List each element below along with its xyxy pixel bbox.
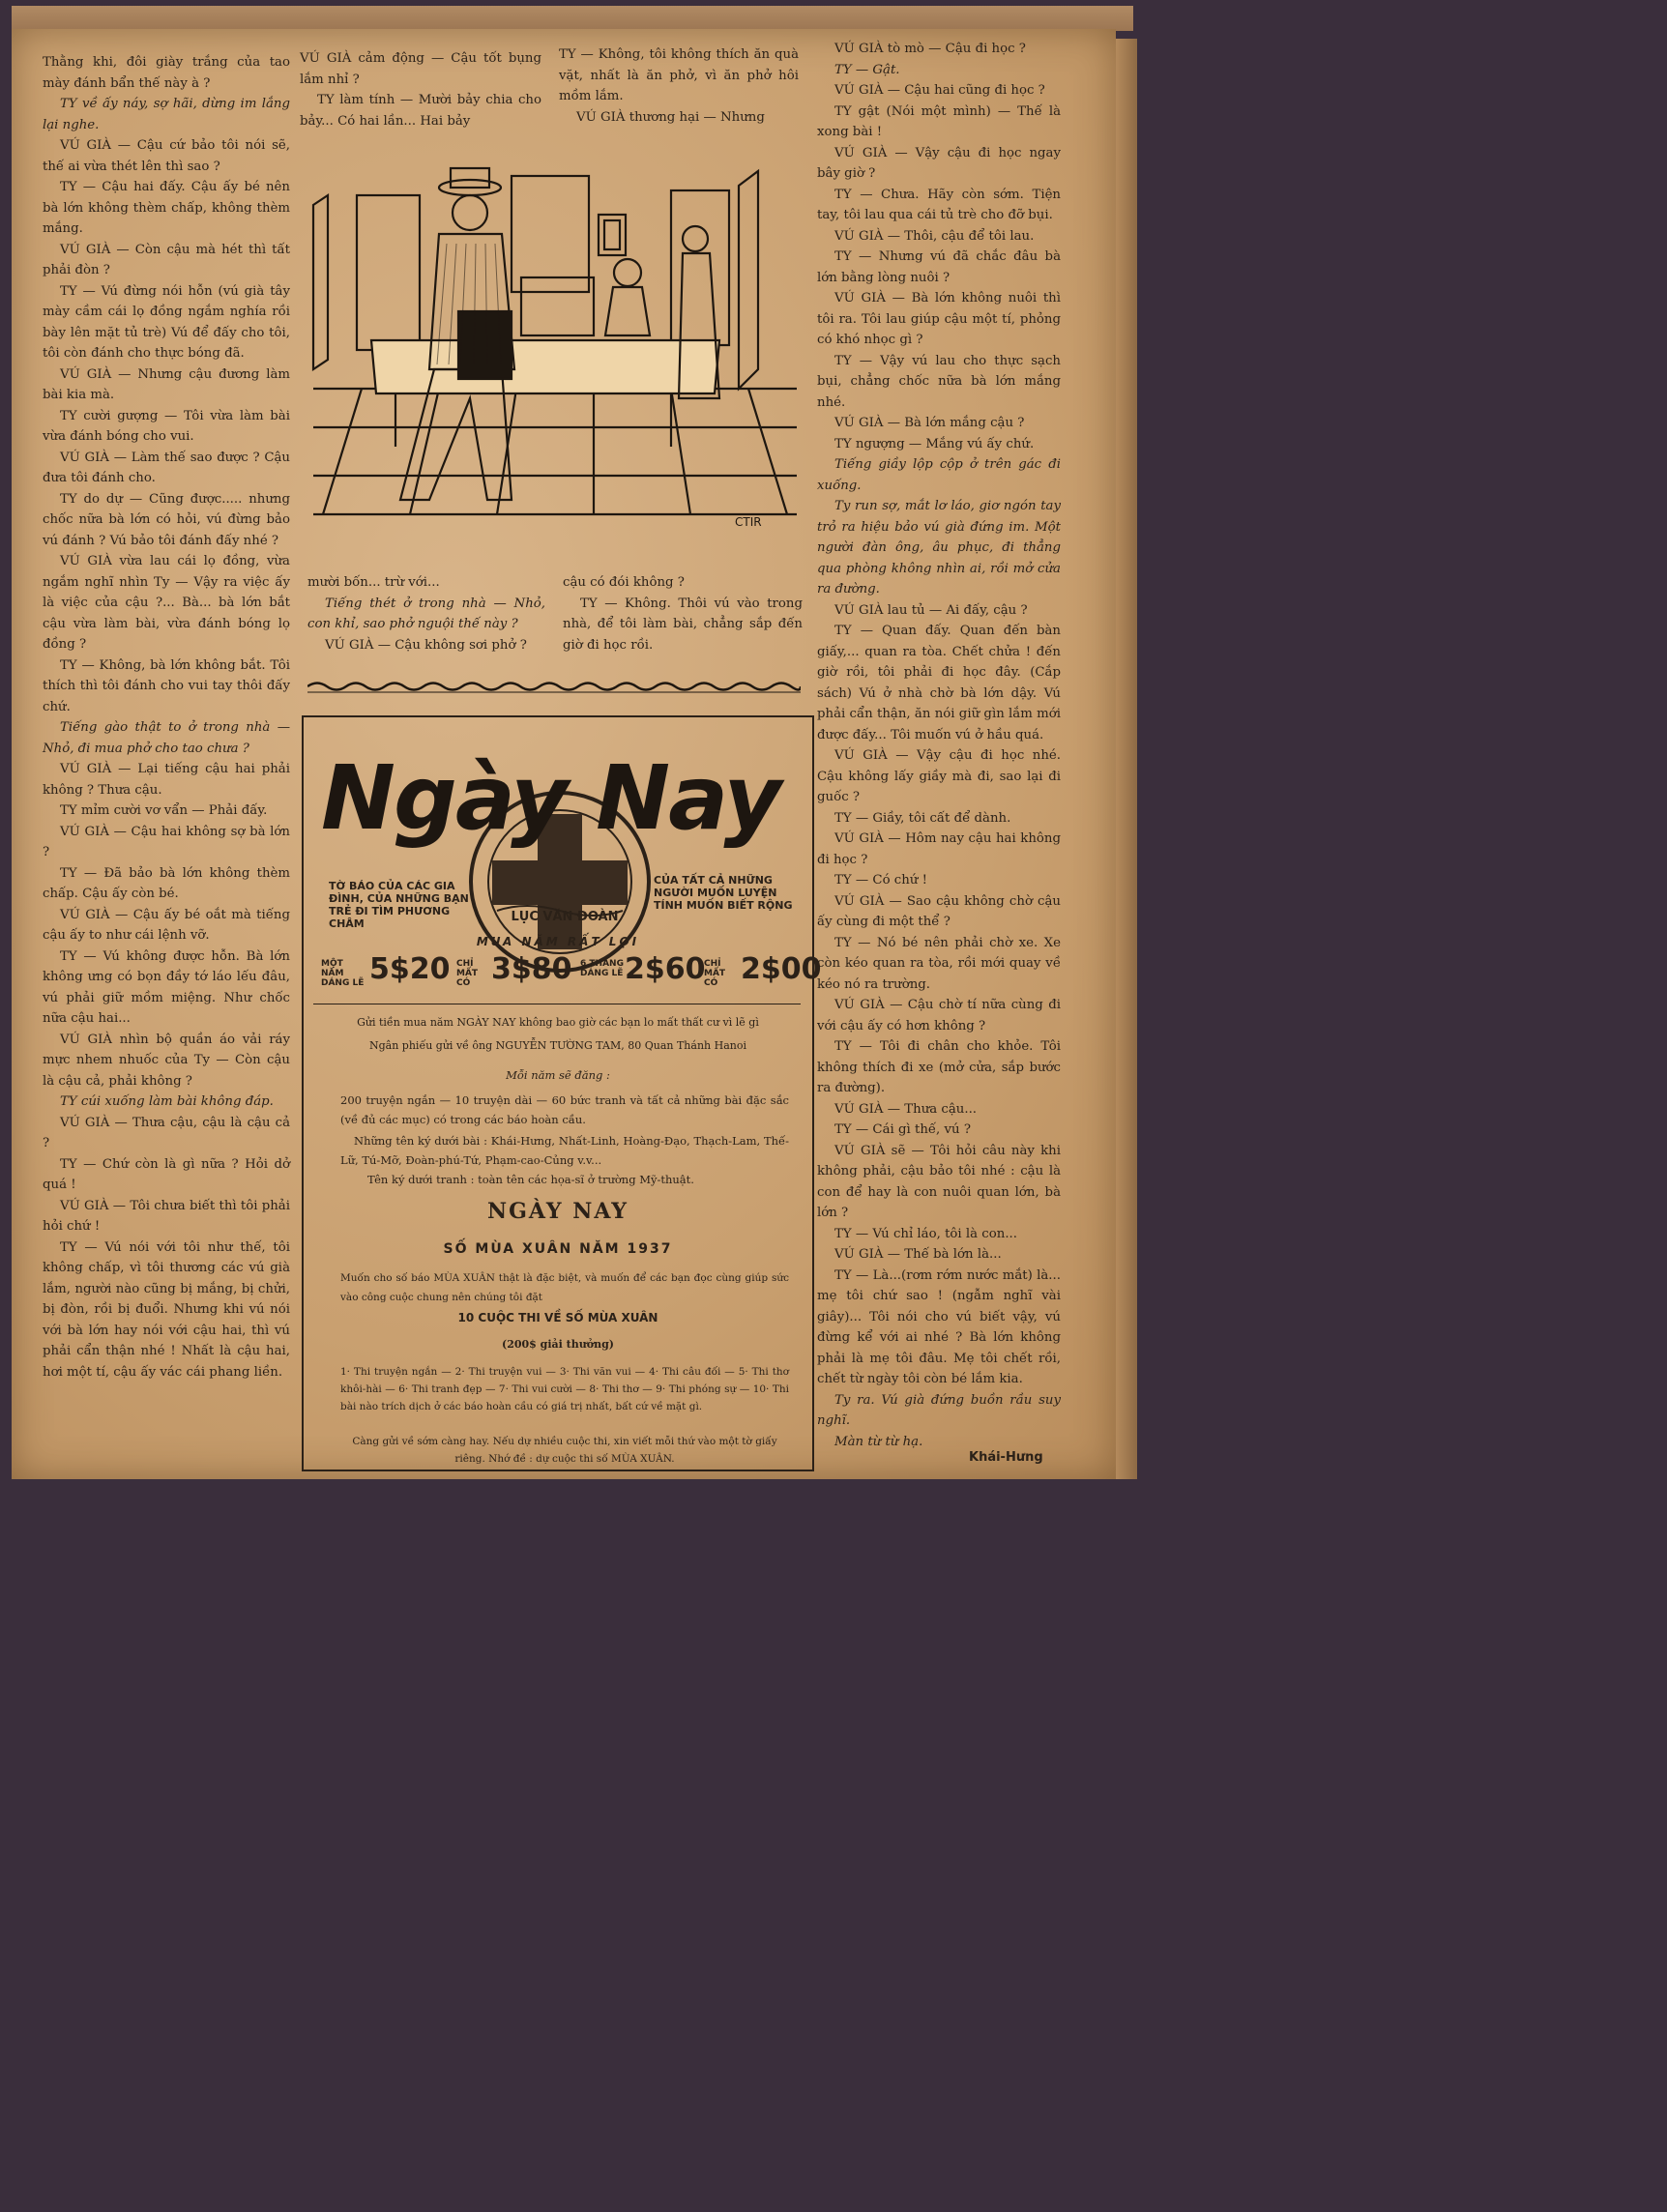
dialogue-paragraph: VÚ GIÀ — Bà lớn mắng cậu ? bbox=[834, 416, 1025, 430]
dialogue-paragraph: VÚ GIÀ — Làm thế sao được ? Cậu đưa tôi đánh cho. bbox=[43, 450, 290, 485]
dialogue-paragraph: TY — Tôi đi chân cho khỏe. Tôi không thích đi xe (mở cửa, sắp bước ra đường). bbox=[817, 1039, 1061, 1095]
drawing-illustration bbox=[304, 166, 801, 532]
dialogue-paragraph: VÚ GIÀ — Thôi, cậu để tôi lau. bbox=[834, 228, 1035, 244]
buy-line: MUA NĂM RẤT LỢI bbox=[476, 935, 640, 948]
yearly-body: 200 truyện ngắn — 10 truyện dài — 60 bức tranh và tất cả những bài đặc sắc (về đủ các mục) có trong các báo hoàn cầu. bbox=[340, 1093, 789, 1126]
dialogue-paragraph: VÚ GIÀ tò mò — Cậu đi học ? bbox=[834, 42, 1026, 56]
dialogue-paragraph: cậu có đói không ? bbox=[563, 575, 685, 590]
dialogue-paragraph: TY — Có chứ ! bbox=[834, 873, 927, 888]
ad-subtitle-2: SỐ MÙA XUÂN NĂM 1937 bbox=[443, 1241, 673, 1257]
stage-direction: Tiếng giầy lộp cộp ở trên gác đi xuống. bbox=[817, 457, 1061, 493]
dialogue-paragraph: VÚ GIÀ — Cậu hai cũng đi học ? bbox=[834, 83, 1045, 98]
dialogue-paragraph: TY — Không, bà lớn không bắt. Tôi thích thì tôi đánh cho vui tay thôi đấy chứ. bbox=[43, 657, 290, 714]
dialogue-paragraph: VÚ GIÀ — Lại tiếng cậu hai phải không ? Thưa cậu. bbox=[43, 762, 290, 798]
closing-note: Càng gửi về sớm càng hay. Nếu dự nhiều cuộc thi, xin viết mỗi thứ vào một tờ giấy riêng. Nhớ đề : dự cuộc thi số MÙA XUÂN. bbox=[352, 1436, 777, 1465]
seal-text: LỤC VĂN ĐOÀN bbox=[511, 910, 619, 924]
dialogue-paragraph: VÚ GIÀ — Cậu cứ bảo tôi nói sẽ, thế ai vừa thét lên thì sao ? bbox=[43, 138, 290, 174]
dialogue-paragraph: TY cười gượng — Tôi vừa làm bài vừa đánh bóng cho vui. bbox=[43, 408, 290, 444]
dialogue-paragraph: VÚ GIÀ — Tôi chưa biết thì tôi phải hỏi chứ ! bbox=[43, 1198, 290, 1234]
dialogue-paragraph: TY — Đã bảo bà lớn không thèm chấp. Cậu ấy còn bé. bbox=[43, 865, 290, 901]
dialogue-paragraph: VÚ GIÀ sẽ — Tôi hỏi câu này khi không phải, cậu bảo tôi nhé : cậu là con để hay là con nuôi quan lớn, bà lớn ? bbox=[817, 1143, 1061, 1220]
column-1 bbox=[43, 52, 290, 1382]
dialogue-paragraph: TY — Chưa. Hãy còn sớm. Tiện tay, tôi lau qua cái tủ trè cho đỡ bụi. bbox=[817, 187, 1061, 222]
dialogue-paragraph: Thằng khi, đôi giày trắng của tao mày đánh bẩn thế này à ? bbox=[43, 55, 290, 91]
dialogue-paragraph: TY — Chứ còn là gì nữa ? Hỏi dở quá ! bbox=[43, 1156, 290, 1192]
stage-direction: Màn từ từ hạ. bbox=[834, 1434, 923, 1449]
dialogue-paragraph: VÚ GIÀ — Cậu không sơi phở ? bbox=[325, 637, 527, 653]
spring-body: Muốn cho số báo MÙA XUÂN thật là đặc biệt, và muốn để các bạn đọc cùng giúp sức vào công cuộc chung nên chúng tôi đặt bbox=[340, 1272, 789, 1303]
dialogue-paragraph: VÚ GIÀ thương hại — Nhưng bbox=[576, 109, 765, 125]
price-label-2: CHỈ MẤT CÓ bbox=[456, 959, 479, 988]
stage-direction: Tiếng gào thật to ở trong nhà — Nhỏ, đi mua phở cho tao chưa ? bbox=[43, 720, 290, 756]
price-value-4: 2$00 bbox=[741, 952, 822, 986]
price-label-3: 6 THÁNG DÁNG LẼ bbox=[580, 959, 624, 978]
prize-line: (200$ giải thưởng) bbox=[502, 1338, 614, 1351]
column-2-top-right bbox=[559, 44, 799, 128]
ad-title-2: NGÀY NAY bbox=[486, 1199, 629, 1224]
dialogue-paragraph: VÚ GIÀ — Còn cậu mà hét thì tất phải đòn ? bbox=[43, 242, 290, 277]
dialogue-paragraph: TY — Vú nói với tôi như thế, tôi không chấp, vì tôi thương các vú già lắm, người nào cũng bị mắng, bị chửi, bị đòn, rồi bị đuổi. Nhưng khi vú nói với bà lớn hay nói với cậu hai, thì vú phải cẩn thận nhé ! Nhất là cậu hai, hơi một tí, cậu ấy vác cái phang liền. bbox=[43, 1239, 290, 1380]
price-value-2: 3$80 bbox=[491, 952, 572, 986]
stage-direction: Tiếng thét ở trong nhà — Nhỏ, con khỉ, sao phở nguội thế này ? bbox=[307, 596, 545, 631]
price-label-1: MỘT NĂM DÁNG LẼ bbox=[321, 959, 365, 988]
ad-tagline-left: TỜ BÁO CỦA CÁC GIA ĐÌNH, CỦA NHỮNG BẠN TRẺ ĐI TÌM PHƯƠNG CHÂM bbox=[329, 880, 469, 930]
dialogue-paragraph: VÚ GIÀ — Cậu ấy bé oắt mà tiếng cậu ấy to như cái lệnh vỡ. bbox=[43, 907, 290, 943]
authors-line: Những tên ký dưới bài : Khái-Hưng, Nhất-Linh, Hoàng-Đạo, Thạch-Lam, Thế-Lữ, Tú-Mỡ, Đoàn-phú-Tứ, Phạm-cao-Củng v.v... bbox=[340, 1134, 789, 1167]
dialogue-paragraph: TY — Vú không được hỗn. Bà lớn không ưng có bọn đầy tớ láo lếu đâu, vú phải giữ mồm miệng. Như chốc nữa cậu hai... bbox=[43, 948, 290, 1026]
dialogue-paragraph: TY làm tính — Mười bảy chia cho bảy... Có hai lần... Hai bảy bbox=[300, 93, 541, 129]
illustration-signature: CTIR bbox=[735, 515, 762, 529]
dialogue-paragraph: VÚ GIÀ vừa lau cái lọ đồng, vừa ngắm nghĩ nhìn Ty — Vậy ra việc ấy là việc của cậu ?... Bà... bà lớn bắt cậu vừa làm bài, vừa đánh bóng lọ đồng ? bbox=[43, 554, 290, 652]
yearly-heading: Mỗi năm sẽ đăng : bbox=[506, 1068, 610, 1082]
dialogue-paragraph: TY — Quan đấy. Quan đến bàn giấy,... quan ra tòa. Chết chửa ! đến giờ rồi, tôi phải đi học đây. (Cắp sách) Vú ở nhà chờ bà lớn dậy. Vú phải cẩn thận, ăn nói giữ gìn lắm mới được đấy... Tôi muốn vú ở hầu quá. bbox=[817, 624, 1061, 742]
price-label-4: CHỈ MẤT CÓ bbox=[704, 959, 726, 988]
price-row bbox=[321, 946, 822, 994]
ad-tagline-right: CỦA TẤT CẢ NHỮNG NGƯỜI MUỐN LUYỆN TÍNH MUỐN BIẾT RỘNG bbox=[654, 874, 793, 912]
contest-heading: 10 CUỘC THI VỀ SỐ MÙA XUÂN bbox=[457, 1311, 658, 1324]
masthead: Ngày Nay bbox=[321, 746, 780, 850]
dialogue-paragraph: VÚ GIÀ — Nhưng cậu đương làm bài kia mà. bbox=[43, 366, 290, 402]
stage-direction: TY — Gật. bbox=[834, 62, 900, 77]
dialogue-paragraph: TY — Không. Thôi vú vào trong nhà, để tôi làm bài, chẳng sắp đến giờ đi học rồi. bbox=[563, 596, 803, 653]
dialogue-paragraph: TY mỉm cười vơ vẩn — Phải đấy. bbox=[60, 803, 268, 818]
dialogue-paragraph: TY — Nó bé nên phải chờ xe. Xe còn kéo quan ra tòa, rồi mới quay về kéo nó ra trường. bbox=[817, 935, 1061, 992]
price-value-1: 5$20 bbox=[369, 952, 451, 986]
dialogue-paragraph: TY — Là...(rơm rớm nước mắt) là... mẹ tôi chứ sao ! (ngẫm nghĩ vài giây)... Tôi nói cho vú biết vậy, vú đừng kể với ai nhé ? Bà lớn không phải là mẹ tôi đâu. Mẹ tôi chết rồi, chết từ ngày tôi còn bé lắm kia. bbox=[817, 1267, 1061, 1386]
dialogue-paragraph: VÚ GIÀ — Cậu hai không sợ bà lớn ? bbox=[43, 824, 290, 859]
dialogue-paragraph: VÚ GIÀ — Thưa cậu... bbox=[834, 1101, 978, 1117]
author-signature: Khái-Hưng bbox=[969, 1450, 1043, 1465]
dialogue-paragraph: VÚ GIÀ — Bà lớn không nuôi thì tôi ra. Tôi lau giúp cậu một tí, phỏng có khó nhọc gì ? bbox=[817, 291, 1061, 347]
page-edge bbox=[1116, 39, 1137, 1479]
ngay-nay-advertisement bbox=[302, 715, 822, 1471]
page-top-strip bbox=[12, 6, 1133, 31]
dialogue-paragraph: VÚ GIÀ — Sao cậu không chờ cậu ấy cùng đi một thể ? bbox=[817, 893, 1061, 929]
dialogue-paragraph: VÚ GIÀ — Thế bà lớn là... bbox=[834, 1247, 1002, 1262]
dialogue-paragraph: VÚ GIÀ — Cậu chờ tí nữa cùng đi với cậu ấy có hơn không ? bbox=[817, 998, 1061, 1033]
column-2-bottom-right bbox=[563, 572, 803, 655]
dialogue-paragraph: VÚ GIÀ — Vậy cậu đi học ngay bây giờ ? bbox=[817, 145, 1061, 181]
contest-list: 1· Thi truyện ngắn — 2· Thi truyện vui — 3· Thi văn vui — 4· Thi câu đối — 5· Thi thơ khôi-hài — 6· Thi tranh đẹp — 7· Thi vui cười — 8· Thi thơ — 9· Thi phóng sự — 10· Thi bài nào trích dịch ở các báo hoàn cầu có giá trị nhất, bất cứ về mặt gì. bbox=[340, 1366, 789, 1412]
column-4 bbox=[817, 39, 1061, 1452]
send-line-2: Ngân phiếu gửi về ông NGUYỄN TƯỜNG TAM, 80 Quan Thánh Hanoi bbox=[369, 1039, 746, 1052]
dialogue-paragraph: mười bốn... trừ với... bbox=[307, 575, 440, 590]
dialogue-paragraph: VÚ GIÀ — Thưa cậu, cậu là cậu cả ? bbox=[43, 1115, 290, 1150]
stage-direction: TY về ấy náy, sợ hãi, dừng im lắng lại nghe. bbox=[43, 97, 290, 132]
stage-direction: TY cúi xuống làm bài không đáp. bbox=[60, 1094, 274, 1109]
dialogue-paragraph: TY — Cái gì thế, vú ? bbox=[834, 1122, 971, 1137]
dialogue-paragraph: TY gật (Nói một mình) — Thế là xong bài ! bbox=[817, 103, 1061, 139]
price-value-3: 2$60 bbox=[625, 952, 706, 986]
dialogue-paragraph: TY — Vú chỉ láo, tôi là con... bbox=[834, 1226, 1018, 1241]
dialogue-paragraph: TY — Vú đừng nói hỗn (vú già tây mày cầm cái lọ đồng ngắm nghía rồi bày lên mặt tủ trè) Vú để đấy cho tôi, tôi còn đánh cho thực bóng đã. bbox=[43, 283, 290, 361]
dialogue-paragraph: VÚ GIÀ lau tủ — Ai đấy, cậu ? bbox=[834, 602, 1028, 618]
column-2-top-left bbox=[300, 48, 541, 131]
column-2-bottom-left bbox=[307, 572, 545, 655]
dialogue-paragraph: TY — Nhưng vú đã chắc đâu bà lớn bằng lòng nuôi ? bbox=[817, 249, 1061, 285]
dialogue-paragraph: VÚ GIÀ cảm động — Cậu tốt bụng lắm nhỉ ? bbox=[300, 51, 541, 87]
dialogue-paragraph: VÚ GIÀ — Hôm nay cậu hai không đi học ? bbox=[817, 831, 1061, 867]
dialogue-paragraph: TY do dự — Cũng được..... nhưng chốc nữa bà lớn có hỏi, vú đừng bảo vú đánh ? Vú bảo tôi đánh đấy nhé ? bbox=[43, 491, 290, 548]
dialogue-paragraph: TY — Giầy, tôi cất để dành. bbox=[834, 810, 1011, 826]
painters-line: Tên ký dưới tranh : toàn tên các họa-sĩ ở trường Mỹ-thuật. bbox=[367, 1173, 694, 1186]
dialogue-paragraph: VÚ GIÀ — Vậy cậu đi học nhé. Cậu không lấy giầy mà đi, sao lại đi guốc ? bbox=[817, 748, 1061, 804]
dialogue-paragraph: TY — Vậy vú lau cho thực sạch bụi, chẳng chốc nữa bà lớn mắng nhé. bbox=[817, 353, 1061, 410]
dialogue-paragraph: VÚ GIÀ nhìn bộ quần áo vải ráy mực nhem nhuốc của Ty — Còn cậu là cậu cả, phải không ? bbox=[43, 1032, 290, 1089]
wavy-divider bbox=[307, 677, 801, 696]
dialogue-paragraph: TY — Không, tôi không thích ăn quà vặt, nhất là ăn phở, vì ăn phở hôi mồm lắm. bbox=[559, 47, 799, 103]
dialogue-paragraph: TY ngượng — Mắng vú ấy chứ. bbox=[834, 436, 1035, 451]
stage-direction: Ty run sợ, mắt lơ láo, giơ ngón tay trỏ ra hiệu bảo vú già đứng im. Một người đàn ông, âu phục, đi thẳng qua phòng không nhìn ai, rồi mở cửa ra đường. bbox=[817, 499, 1061, 597]
stage-direction: Ty ra. Vú già đứng buồn rầu suy nghĩ. bbox=[817, 1392, 1061, 1428]
dialogue-paragraph: TY — Cậu hai đấy. Cậu ấy bé nên bà lớn không thèm chấp, không thèm mắng. bbox=[43, 180, 290, 236]
send-line-1: Gửi tiền mua năm NGÀY NAY không bao giờ các bạn lo mất thất cư vì lẽ gì bbox=[357, 1016, 759, 1029]
